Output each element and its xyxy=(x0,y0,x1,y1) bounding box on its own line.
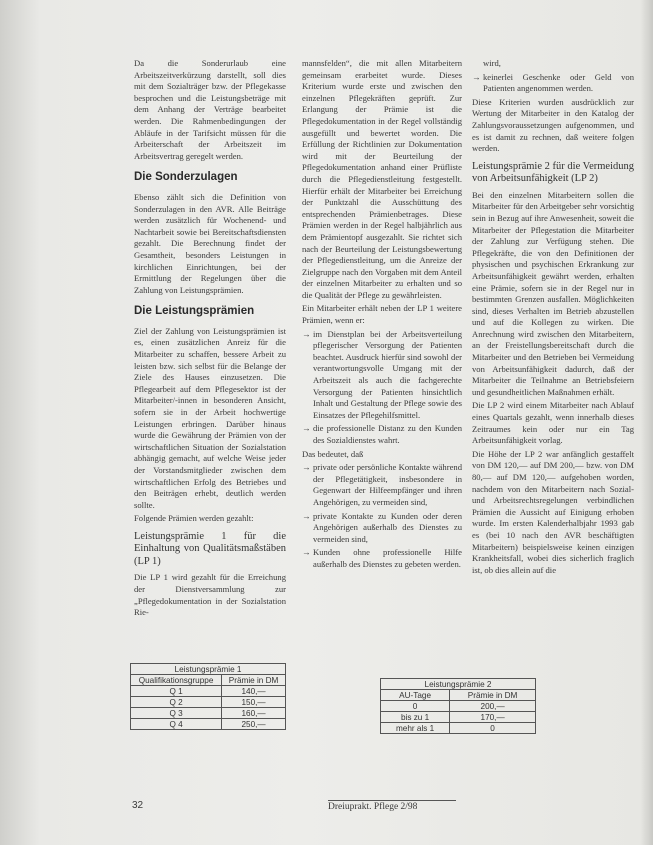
table-row xyxy=(131,686,286,697)
table-cell: 0 xyxy=(381,701,450,712)
paragraph-means: Das bedeutet, daß xyxy=(302,448,364,459)
list-item: → im Dienstplan bei der Arbeitsverteilung pflegerischer Versorgung der Patienten beachtet. Ausdruck hierfür sind sowohl der verantwortungsvolle Umgang mit der Arbeitszeit als auch die fachgerechte Versorgung der Patienten hinsichtlich Inhalt und Gestaltung der Pflege sowie des Einsatzes der Pflegehilfsmittel. xyxy=(302,329,462,422)
table-cell: 0 xyxy=(450,723,536,734)
list-item: → Kunden ohne professionelle Hilfe außerhalb des Dienstes zu gebeten werden. xyxy=(302,547,462,570)
table-row xyxy=(131,719,286,730)
paragraph-col3-3: Die LP 2 wird einem Mitarbeiter nach Ablauf eines Quartals gezahlt, wenn innerhalb dieses Zeitraumes kein oder nur ein Tag Arbeitsunfähigkeit vorlag. xyxy=(472,400,634,446)
page-number: 32 xyxy=(132,800,144,811)
table-cell: 170,— xyxy=(450,712,536,723)
paragraph-lp1: Die LP 1 wird gezahlt für die Erreichung der Dienstversammlung zur „Pflegedokumentation in der Sozialstation Rie- xyxy=(134,572,286,618)
table-cell: Q 1 xyxy=(131,686,222,697)
paragraph-sonderzulagen: Ebenso zählt sich die Definition von Sonderzulagen in den AVR. Alle Beiträge werden zusätzlich für Wochenend- und Nachtarbeit sowie bei Bereitschaftsdiensten gezahlt. Die Berechnung findet der Gesamtheit, besonders Leistungen in kirchlichen Einrichtungen, bei der Ermittlung der Regelungen über die Zahlung von Leistungsprämien. xyxy=(134,191,286,295)
paragraph-criteria: Ein Mitarbeiter erhält neben der LP 1 weitere Prämien, wenn er: xyxy=(302,303,462,326)
heading-sonderzulagen: Die Sonderzulagen xyxy=(134,171,238,184)
table-row xyxy=(381,712,536,723)
subheading-lp1: Leistungsprämie 1 für die Einhaltung von Qualitätsmaßstäben (LP 1) xyxy=(134,530,286,567)
intro-paragraph: Da die Sonderurlaub eine Arbeitszeitverkürzung darstellt, soll dies mit dem Sozialträger bzw. der Pflegekasse besprochen und die Leistungsbeträge mit dem Anhang der Verträge bearbeitet werden. Die Rahmenbedingungen der Abläufe in der Tarifsicht müssen für die Arbeiterschaft der Arbeitszeit im Arbeitsvertrag geregelt werden. xyxy=(134,58,286,161)
table-title: Leistungsprämie 2 xyxy=(381,679,536,690)
table-cell: 150,— xyxy=(222,697,286,708)
table-cell: Q 2 xyxy=(131,697,222,708)
table-cell: 200,— xyxy=(450,701,536,712)
paragraph-col2-top: mannsfelden“, die mit allen Mitarbeitern gemeinsam erarbeitet wurde. Dieses Kriterium wurde erste und zwischen den einzelnen Pflegekräften geprüft. Zur Erlangung der Prämie ist die Pflegedokumentation in der Regel vollständig ausgefüllt und bewertet worden. Die Erfüllung der Richtlinien zur Dokumentation wird mit der Beurteilung der Pflegedokumentation anhand einer Prüfliste durch die Pflegedienstleitung festgestellt. Hierfür erhält der Mitarbeiter bei Erreichung der Punktzahl die Ausschüttung des entsprechenden Prämienbetrages. Diese Prämien werden in der Regel halbjährlich aus dem Prämientopf ausgezahlt. Sie richtet sich nach der Beurteilung der Leistungsbewertung der Pflegedienstleitung, um die Anreize der Zielgruppe nach den Vorgaben mit dem Anteil der einzelnen Mitarbeiter zu erhalten und so die Qualität der Pflege zu gewährleisten. xyxy=(302,58,462,300)
table-row xyxy=(381,723,536,734)
table-header: Qualifikationsgruppe xyxy=(131,675,222,686)
col3-list xyxy=(472,72,634,95)
heading-leistungspraemien: Die Leistungsprämien xyxy=(134,305,255,318)
table-leistungspraemie-2 xyxy=(380,678,536,734)
table-header: Prämie in DM xyxy=(222,675,286,686)
journal-footer: Dreiuprakt. Pflege 2/98 xyxy=(328,800,456,812)
table-cell: 140,— xyxy=(222,686,286,697)
column-2 xyxy=(302,58,462,573)
table-header: Prämie in DM xyxy=(450,690,536,701)
list-item: → keinerlei Geschenke oder Geld von Patienten angenommen werden. xyxy=(472,72,634,95)
table-cell: Q 4 xyxy=(131,719,222,730)
table-cell: 160,— xyxy=(222,708,286,719)
paragraph-folgende: Folgende Prämien werden gezahlt: xyxy=(134,513,254,524)
paragraph-col3-4: Die Höhe der LP 2 war anfänglich gestaffelt von DM 120,— auf DM 200,— bzw. von DM 80,— auf DM 120,— aufgehoben worden, nachdem von den Mitarbeitern nach Sozial- und Arbeitsrechtsregelungen verbindlichen Prämien die Aussicht auf Einigung erhoben wurde. Im ersten Kalenderhalbjahr 1993 gab es (bei 10 nach den AVR beschäftigten Mitarbeitern) beispielsweise keinen einzigen Krankheitsfall, wobei dies sicherlich fraglich ist, ob dies allein auf die xyxy=(472,448,634,575)
paragraph-leistungspraemien: Ziel der Zahlung von Leistungsprämien ist es, einen zusätzlichen Anreiz für die Mitarbeiter zu schaffen, bessere Arbeit zu leisten bzw. sich selbst für die Belange der Ziele des Hauses einzusetzen. Die Pflegearbeit auf dem Pflegesektor ist der Mitarbeiter/-innen in besonderen Ansicht, sofern sie in der Arbeit hochwertige Leistungen erbringen. Darüber hinaus wurde die Gewährung der Prämien von der wirtschaftlichen Situation der Sozialstation abhängig gemacht, auf welche Weise jeder der Vorstandsmitglieder zwischen dem wirtschaftlichen Erfolg des Betriebes und den Beiträgen erhebt, deutlich werden sollte. xyxy=(134,325,286,510)
paragraph-col3-2: Bei den einzelnen Mitarbeitern sollen die Mitarbeiter für den Arbeitgeber sehr vorsichtig sein in Bezug auf ihre Anwesenheit, soweit die Mitarbeiter der Pflegestation die Mitarbeiter der Zahlung zur Verfügung stehen. Die Pflegekräfte, die von den Definitionen der physischen und psychischen Erkrankung zur Arbeitsunfähigkeit gewährt werden, erhalten eine Prämie, sofern sie in der Regel nur in bestimmten Grenzen ausfallen. Möglichkeiten sind, dieses Verhalten im Betrieb abzustellen und auf die Kollegen zu wirken. Die Anrechnung wird zwischen den Mitarbeitern, an der Freistellungsbereitschaft durch die Mitarbeiter und den Betrieben bei Vermeidung von Arbeitsunfähigkeit dadurch, daß der Mitarbeiter die Teilnahme an Betriebsfeiern und gesundheitlichen Maßnahmen erhält. xyxy=(472,189,634,397)
column-1 xyxy=(134,58,286,621)
list-item: → die professionelle Distanz zu den Kunden des Sozialdienstes wahrt. xyxy=(302,423,462,446)
table-row xyxy=(381,701,536,712)
table-header: AU-Tage xyxy=(381,690,450,701)
paragraph-col3-1: Diese Kriterien wurden ausdrücklich zur Wertung der Mitarbeiter in den Katalog der Zahlungsvoraussetzungen aufgenommen, und es ist damit zu rechnen, daß weitere folgen werden. xyxy=(472,96,634,154)
criteria-list xyxy=(302,329,462,447)
table-cell: mehr als 1 xyxy=(381,723,450,734)
table-row xyxy=(131,708,286,719)
list-item: → private oder persönliche Kontakte während der Pflegetätigkeit, insbesondere in Gegenwart der Hilfeempfänger und ihren Angehörigen, zu vermeiden sind, xyxy=(302,462,462,508)
list-item: → private Kontakte zu Kunden oder deren Angehörigen außerhalb des Dienstes zu vermeiden sind, xyxy=(302,511,462,546)
table-cell: bis zu 1 xyxy=(381,712,450,723)
table-title: Leistungsprämie 1 xyxy=(131,664,286,675)
column-3 xyxy=(472,58,634,578)
subheading-lp2: Leistungsprämie 2 für die Vermeidung von Arbeitsunfähigkeit (LP 2) xyxy=(472,160,634,185)
means-list xyxy=(302,462,462,570)
table-cell: Q 3 xyxy=(131,708,222,719)
table-cell: 250,— xyxy=(222,719,286,730)
fragment-text: wird, xyxy=(483,58,501,68)
table-leistungspraemie-1 xyxy=(130,663,286,730)
table-row xyxy=(131,697,286,708)
